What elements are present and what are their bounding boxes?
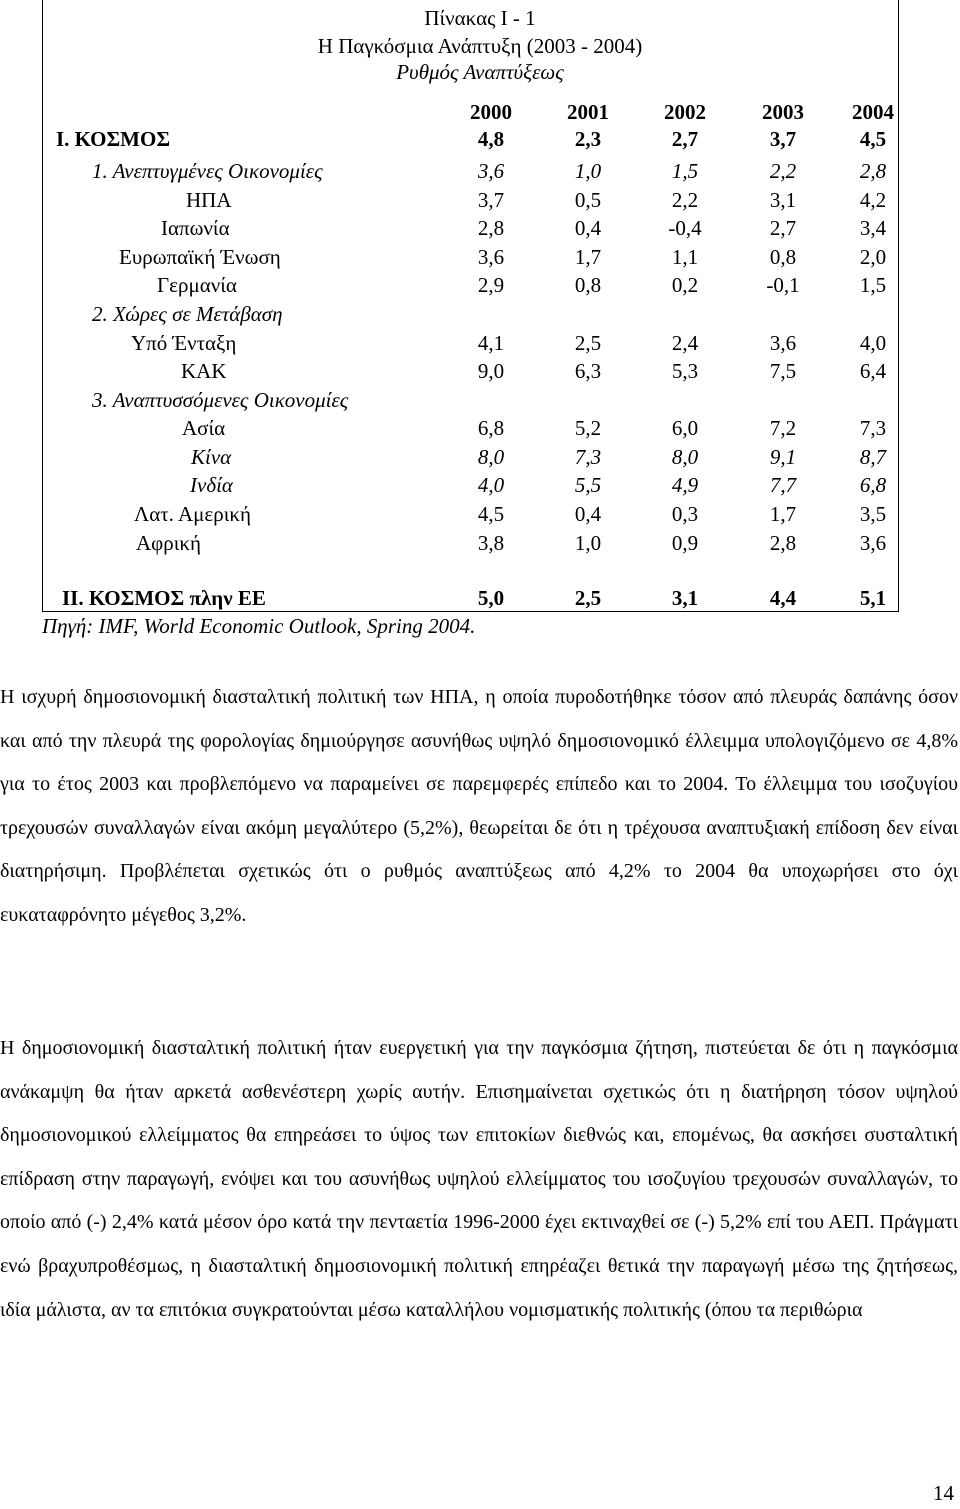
cell-value: 2,3	[574, 127, 602, 151]
cell-value: 6,8	[859, 473, 887, 497]
cell-value: 1,0	[574, 531, 602, 555]
table-row	[0, 471, 960, 500]
cell-value: 3,4	[859, 216, 887, 240]
cell-value: 4,1	[477, 331, 505, 355]
cell-value: 3,6	[477, 159, 505, 183]
cell-value: 2,0	[859, 245, 887, 269]
cell-value: 5,0	[477, 586, 505, 610]
row-label: 2. Χώρες σε Μετάβαση	[92, 302, 283, 326]
cell-value: 7,3	[859, 416, 887, 440]
cell-value: 4,8	[477, 127, 505, 151]
table-row	[0, 271, 960, 300]
table-caption: Ρυθμός Αναπτύξεως	[396, 60, 564, 84]
row-label: Ινδία	[190, 473, 233, 497]
body-paragraph: Η δημοσιονομική διασταλτική πολιτική ήταν ευεργετική για την παγκόσμια ζήτηση, πιστεύεται δε ότι η παγκόσμια ανάκαμψη θα ήταν αρκετά ασθενέστερη χωρίς αυτήν. Επισημαίνεται σχετικώς ότι η διατήρηση τόσον υψηλού δημοσιονομικού ελλείμματος θα επηρεάσει το ύψος των επιτοκίων διεθνώς και, επομένως, θα ασκήσει συσταλτική επίδραση στην παραγωγή, ενόψει και του ασυνήθως υψηλού ελλείμματος του ισοζυγίου τρεχουσών συναλλαγών, το οποίο από (-) 2,4% κατά μέσον όρο κατά την πενταετία 1996-2000 έχει εκτιναχθεί σε (-) 5,2% επί του ΑΕΠ. Πράγματι ενώ βραχυπροθέσμως, η διασταλτική δημοσιονομική πολιτική επηρέαζει θετικά την παραγωγή μέσω της ζητήσεως, ιδία μάλιστα, αν τα επιτόκια συγκρατούνται μέσω καταλλήλου νομισματικής πολιτικής (όπου τα περιθώρια	[0, 1037, 958, 1321]
cell-value: -0,1	[766, 273, 800, 297]
cell-value: 4,0	[859, 331, 887, 355]
year-header: 2004	[852, 100, 894, 124]
table-subtitle: Η Παγκόσμια Ανάπτυξη (2003 - 2004)	[317, 34, 643, 58]
row-label: ΙΙ. ΚΟΣΜΟΣ πλην ΕΕ	[62, 586, 266, 610]
cell-value: 1,0	[574, 159, 602, 183]
table-row	[0, 414, 960, 443]
cell-value: 8,0	[477, 445, 505, 469]
table-row	[0, 243, 960, 272]
cell-value: 4,5	[477, 502, 505, 526]
cell-value: 2,4	[671, 331, 699, 355]
cell-value: 6,4	[859, 359, 887, 383]
cell-value: 2,8	[477, 216, 505, 240]
year-header: 2000	[470, 100, 512, 124]
cell-value: 7,5	[769, 359, 797, 383]
cell-value: 2,7	[671, 127, 699, 151]
cell-value: 3,7	[477, 188, 505, 212]
row-label: ΚΑΚ	[181, 359, 227, 383]
cell-value: 4,0	[477, 473, 505, 497]
table-row	[0, 157, 960, 186]
cell-value: 0,4	[574, 216, 602, 240]
cell-value: 1,5	[671, 159, 699, 183]
row-label: 1. Ανεπτυγμένες Οικονομίες	[92, 159, 323, 183]
table-row	[0, 125, 960, 154]
cell-value: 0,8	[574, 273, 602, 297]
cell-value: -0,4	[668, 216, 702, 240]
table-row	[0, 300, 960, 329]
cell-value: 6,3	[574, 359, 602, 383]
table-row	[0, 443, 960, 472]
cell-value: 2,2	[671, 188, 699, 212]
cell-value: 0,3	[671, 502, 699, 526]
cell-value: 5,5	[574, 473, 602, 497]
cell-value: 0,2	[671, 273, 699, 297]
row-label: Αφρική	[136, 531, 201, 555]
table-row	[0, 529, 960, 558]
cell-value: 6,8	[477, 416, 505, 440]
table-row	[0, 357, 960, 386]
table-row	[0, 329, 960, 358]
cell-value: 1,7	[574, 245, 602, 269]
row-label: Ι. ΚΟΣΜΟΣ	[56, 127, 171, 151]
cell-value: 1,1	[671, 245, 699, 269]
cell-value: 4,4	[769, 586, 797, 610]
cell-value: 5,2	[574, 416, 602, 440]
year-header: 2001	[567, 100, 609, 124]
cell-value: 3,8	[477, 531, 505, 555]
cell-value: 2,5	[574, 586, 602, 610]
cell-value: 3,6	[477, 245, 505, 269]
cell-value: 3,7	[769, 127, 797, 151]
cell-value: 5,1	[859, 586, 887, 610]
cell-value: 9,0	[477, 359, 505, 383]
cell-value: 3,6	[769, 331, 797, 355]
table-title: Πίνακας Ι - 1	[424, 6, 536, 30]
year-header: 2003	[762, 100, 804, 124]
table-row	[0, 214, 960, 243]
cell-value: 4,9	[671, 473, 699, 497]
cell-value: 6,0	[671, 416, 699, 440]
cell-value: 4,5	[859, 127, 887, 151]
cell-value: 5,3	[671, 359, 699, 383]
cell-value: 1,7	[769, 502, 797, 526]
row-label: Υπό Ένταξη	[131, 331, 237, 355]
row-label: ΗΠΑ	[186, 188, 232, 212]
row-label: Κίνα	[191, 445, 232, 469]
cell-value: 9,1	[769, 445, 797, 469]
table-total-row	[0, 584, 960, 613]
row-label: Γερμανία	[157, 273, 237, 297]
cell-value: 1,5	[859, 273, 887, 297]
page-number: 14	[933, 1481, 954, 1505]
cell-value: 7,7	[769, 473, 797, 497]
table-row	[0, 186, 960, 215]
cell-value: 4,2	[859, 188, 887, 212]
cell-value: 2,8	[859, 159, 887, 183]
table-source: Πηγή: IMF, World Economic Outlook, Spring 2004.	[42, 614, 476, 638]
table-row	[0, 500, 960, 529]
cell-value: 3,5	[859, 502, 887, 526]
table-header-row	[0, 98, 960, 127]
row-label: Ασία	[182, 416, 226, 440]
cell-value: 3,1	[671, 586, 699, 610]
cell-value: 7,3	[574, 445, 602, 469]
cell-value: 0,4	[574, 502, 602, 526]
row-label: Λατ. Αμερική	[134, 502, 251, 526]
cell-value: 2,7	[769, 216, 797, 240]
cell-value: 8,7	[859, 445, 887, 469]
cell-value: 8,0	[671, 445, 699, 469]
cell-value: 2,5	[574, 331, 602, 355]
cell-value: 0,8	[769, 245, 797, 269]
row-label: 3. Αναπτυσσόμενες Οικονομίες	[92, 388, 349, 412]
cell-value: 2,9	[477, 273, 505, 297]
row-label: Ευρωπαϊκή Ένωση	[119, 245, 281, 269]
cell-value: 2,8	[769, 531, 797, 555]
cell-value: 2,2	[769, 159, 797, 183]
year-header: 2002	[664, 100, 706, 124]
cell-value: 3,1	[769, 188, 797, 212]
row-label: Ιαπωνία	[161, 216, 230, 240]
cell-value: 0,9	[671, 531, 699, 555]
body-paragraph: Η ισχυρή δημοσιονομική διασταλτική πολιτική των ΗΠΑ, η οποία πυροδοτήθηκε τόσον από πλευράς δαπάνης όσον και από την πλευρά της φορολογίας δημιούργησε ασυνήθως υψηλό δημοσιονομικό έλλειμμα υπολογιζόμενο σε 4,8% για το έτος 2003 και προβλεπόμενο να παραμείνει σε παρεμφερές επίπεδο και το 2004. Το έλλειμμα του ισοζυγίου τρεχουσών συναλλαγών είναι ακόμη μεγαλύτερο (5,2%), θεωρείται δε ότι η τρέχουσα αναπτυξιακή επίδοση δεν είναι διατηρήσιμη. Προβλέπεται σχετικώς ότι ο ρυθμός αναπτύξεως από 4,2% το 2004 θα υποχωρήσει στο όχι ευκαταφρόνητο μέγεθος 3,2%.	[0, 686, 958, 926]
cell-value: 7,2	[769, 416, 797, 440]
cell-value: 0,5	[574, 188, 602, 212]
cell-value: 3,6	[859, 531, 887, 555]
table-row	[0, 386, 960, 415]
